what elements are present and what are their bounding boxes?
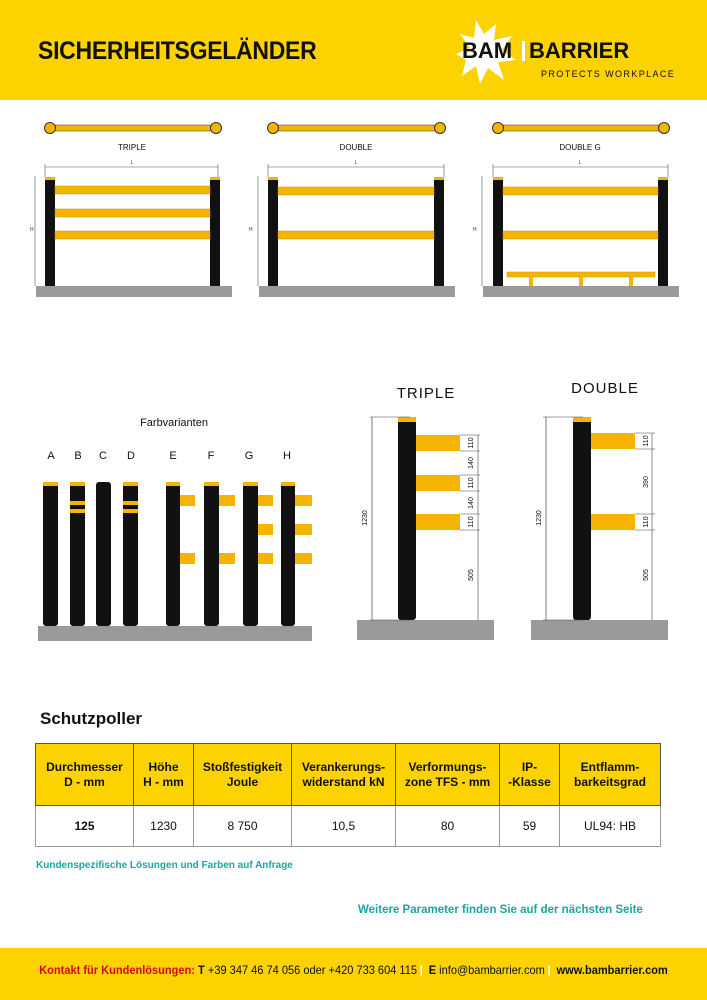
svg-text:1230: 1230 <box>362 510 369 526</box>
svg-text:110: 110 <box>468 437 475 449</box>
variant-diagrams <box>0 100 707 410</box>
col-anchoring: Verankerungs- widerstand kN <box>292 744 396 806</box>
svg-text:A: A <box>47 450 55 462</box>
bollard-e <box>166 482 195 626</box>
color-variants-heading: Farbvarianten <box>140 417 208 429</box>
col-ip: IP- -Klasse <box>500 744 560 806</box>
header-band <box>0 0 707 100</box>
spec-heading: Schutzpoller <box>40 709 143 728</box>
svg-text:F: F <box>207 450 215 462</box>
svg-text:L: L <box>130 160 134 166</box>
svg-text:B: B <box>74 450 82 462</box>
col-diameter: Durchmesser D - mm <box>36 744 134 806</box>
svg-text:110: 110 <box>643 435 650 447</box>
svg-text:1230: 1230 <box>536 510 543 526</box>
cell-ip: 59 <box>500 806 560 847</box>
footer-phones[interactable]: +39 347 46 74 056 oder +420 733 604 115 <box>207 963 418 977</box>
footer-web-link[interactable]: www.bambarrier.com <box>556 963 668 977</box>
detail-triple-label: TRIPLE <box>396 385 456 402</box>
col-deformation: Verformungs- zone TFS - mm <box>396 744 500 806</box>
variant-label-double-g: DOUBLE G <box>559 143 601 152</box>
bollard-b <box>70 482 85 626</box>
svg-text:140: 140 <box>468 497 475 509</box>
svg-text:110: 110 <box>468 516 475 528</box>
variant-double <box>249 123 455 298</box>
bollard-g <box>243 482 273 626</box>
col-flammability: Entflamm- barkeitsgrad <box>560 744 661 806</box>
next-page-note: Weitere Parameter finden Sie auf der nächsten Seite <box>358 904 643 916</box>
svg-text:H: H <box>473 227 477 233</box>
variant-label-triple: TRIPLE <box>117 143 147 152</box>
variant-double-g <box>473 123 679 298</box>
detail-triple <box>352 375 502 640</box>
cell-height: 1230 <box>134 806 194 847</box>
variant-label-double: DOUBLE <box>339 143 373 152</box>
top-view-double <box>268 123 446 134</box>
custom-solutions-note: Kundenspezifische Lösungen und Farben auf Anfrage <box>36 860 293 871</box>
cell-diameter: 125 <box>36 806 134 847</box>
top-view-double-g <box>493 123 670 134</box>
svg-text:505: 505 <box>643 569 650 581</box>
top-view-triple <box>45 123 222 134</box>
svg-text:110: 110 <box>643 516 650 528</box>
col-impact: Stoßfestigkeit Joule <box>194 744 292 806</box>
cell-anchoring: 10,5 <box>292 806 396 847</box>
logo-barrier: BARRIER <box>529 38 630 63</box>
bollard-f <box>204 482 235 626</box>
cell-impact: 8 750 <box>194 806 292 847</box>
page-title: SICHERHEITSGELÄNDER <box>38 37 317 65</box>
svg-text:H: H <box>249 227 253 233</box>
bollard-h <box>281 482 312 626</box>
footer-label: Kontakt für Kundenlösungen: <box>39 963 195 977</box>
detail-double-label: DOUBLE <box>571 380 639 397</box>
svg-text:H: H <box>283 450 291 462</box>
col-height: Höhe H - mm <box>134 744 194 806</box>
table-row <box>36 806 661 847</box>
svg-text:505: 505 <box>468 569 475 581</box>
logo-bam: BAM <box>462 38 513 63</box>
svg-text:L: L <box>578 160 582 166</box>
svg-text:L: L <box>354 160 358 166</box>
svg-text:C: C <box>99 450 107 462</box>
logo-tagline: PROTECTS WORKPLACE <box>541 69 676 79</box>
bollard-c <box>96 482 111 626</box>
footer-email-link[interactable]: info@bambarrier.com <box>439 963 545 977</box>
color-variants <box>0 410 320 650</box>
svg-text:E: E <box>169 450 177 462</box>
svg-text:140: 140 <box>468 457 475 469</box>
svg-text:D: D <box>127 450 135 462</box>
bollard-d <box>123 482 138 626</box>
svg-text:H: H <box>30 227 34 233</box>
spec-table <box>35 743 661 847</box>
cell-deformation: 80 <box>396 806 500 847</box>
svg-text:G: G <box>244 450 254 462</box>
spec-header-row <box>36 744 661 806</box>
bollard-a <box>43 482 58 626</box>
bam-barrier-logo <box>456 20 676 84</box>
cell-flammability: UL94: HB <box>560 806 661 847</box>
detail-double <box>528 375 678 640</box>
variant-triple <box>30 123 232 298</box>
svg-text:390: 390 <box>643 476 650 488</box>
svg-text:110: 110 <box>468 477 475 489</box>
footer-contact: Kontakt für Kundenlösungen: T +39 347 46 74 056 oder +420 733 604 115 | E info@bambarrier.com | www.bambarrier.com <box>39 963 668 977</box>
footer-band <box>0 948 707 1000</box>
